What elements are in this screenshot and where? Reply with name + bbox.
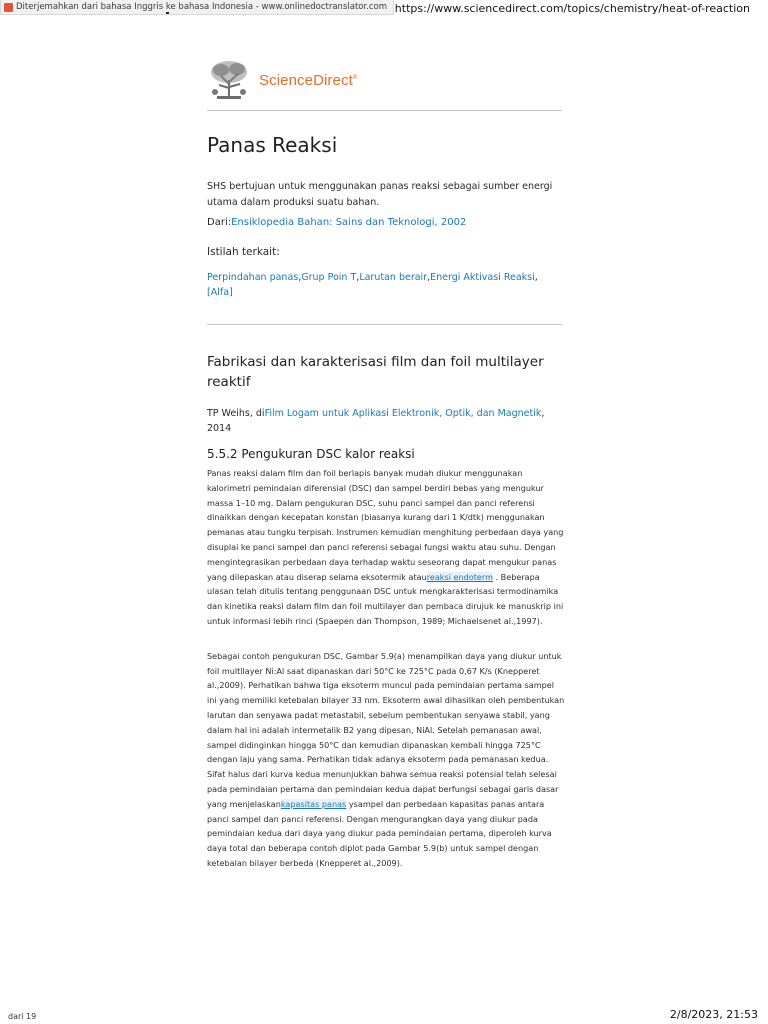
brand-registered-mark: ® xyxy=(352,74,358,81)
source-link[interactable]: Ensiklopedia Bahan: Sains dan Teknologi, 2002 xyxy=(231,217,467,228)
related-term-link[interactable]: [Alfa] xyxy=(207,287,233,298)
article xyxy=(207,58,565,871)
source-prefix: Dari: xyxy=(207,217,232,228)
print-datetime: 2/8/2023, 21:53 xyxy=(669,1008,758,1021)
paragraph-text: Sebagai contoh pengukuran DSC, Gambar 5.9(a) menampilkan daya yang diukur untuk foil multilayer Ni:Al saat dipanaskan dari 50°C ke 725°C pada 0,67 K/s (Knepperet al.,2009). Perhatikan bahwa tiga eksoterm muncul pada pemindaian pertama sampel ini yang memiliki ketebalan bilayer 33 nm. Eksoterm awal dihasilkan oleh pembentukan larutan dan senyawa padat metastabil, sebelum pembentukan senyawa stabil, yang dalam hal ini adalah intermetalik B2 yang dipesan, NiAl. Setelah pemanasan awal, sampel didinginkan hingga 50°C dan kemudian dipanaskan kembali hingga 725°C dengan laju yang sama. Perhatikan tidak adanya eksoterm pada pemanasan kedua. Sifat halus dari kurva kedua menunjukkan bahwa semua reaksi potensial telah selesai pada pemindaian pertama dan pemindaian kedua dapat berfungsi sebagai garis dasar yang menjelaskan xyxy=(207,650,565,809)
print-url: https://www.sciencedirect.com/topics/chemistry/heat-of-reaction xyxy=(394,2,750,15)
page-counter: dari 19 xyxy=(8,1012,37,1021)
publication-year: , 2014 xyxy=(207,408,545,434)
related-terms-heading: Istilah terkait: xyxy=(207,246,280,258)
section-title: 5.5.2 Pengukuran DSC kalor reaksi xyxy=(207,447,415,461)
translator-logo-icon xyxy=(4,3,13,12)
brand-name-text: ScienceDirect xyxy=(259,71,353,89)
translator-banner[interactable] xyxy=(0,0,394,15)
brand-header[interactable] xyxy=(207,58,562,102)
related-term-link[interactable]: Grup Poin T xyxy=(301,272,357,283)
definition-text: SHS bertujuan untuk menggunakan panas reaksi sebagai sumber energi utama dalam produksi suatu bahan. xyxy=(207,181,553,208)
source-line xyxy=(207,217,562,228)
body-paragraph xyxy=(207,649,565,871)
print-artifact xyxy=(166,12,169,14)
related-terms-list: Perpindahan panas,Grup Poin T,Larutan berair,Energi Aktivasi Reaksi, [Alfa] xyxy=(207,272,538,298)
body-paragraph xyxy=(207,466,565,629)
topic-link[interactable]: reaksi endoterm xyxy=(426,571,493,582)
paragraph-text: ysampel dan perbedaan kapasitas panas antara panci sampel dan panci referensi. Dengan mengurangkan daya yang diukur pada pemindaian kedua dari daya yang diukur pada pemindaian pertama, diperoleh kurva daya total dan beberapa contoh diplot pada Gambar 5.9(b) untuk sampel dengan ketebalan bilayer berbeda (Knepperet al.,2009). xyxy=(207,798,552,868)
author-line xyxy=(207,406,562,436)
brand-name xyxy=(259,72,357,89)
elsevier-tree-icon xyxy=(207,58,251,102)
related-term-link[interactable]: Perpindahan panas xyxy=(207,272,299,283)
paragraph-text: Panas reaksi dalam film dan foil berlapis banyak mudah diukur menggunakan kalorimetri pemindaian diferensial (DSC) dan sampel berdiri bebas yang mengukur massa 1–10 mg. Dalam pengukuran DSC, suhu panci sampel dan panci referensi dinaikkan dengan kecepatan konstan (biasanya kurang dari 1 K/dtk) menggunakan pemanas atau tungku terpisah. Instrumen kemudian menghitung perbedaan daya yang disuplai ke panci sampel dan panci referensi sebagai fungsi waktu atau suhu. Dengan mengintegrasikan perbedaan daya terhadap waktu seseorang dapat mengukur panas yang dilepaskan atau diserap selama eksotermik atau xyxy=(207,468,564,582)
related-term-link[interactable]: Energi Aktivasi Reaksi xyxy=(430,272,535,283)
translator-banner-text: Diterjemahkan dari bahasa Inggris ke bahasa Indonesia - www.onlinedoctranslator.com xyxy=(16,2,388,12)
author-prefix: TP Weihs, di xyxy=(207,408,265,419)
topic-link[interactable]: kapasitas panas xyxy=(280,798,347,809)
page-title: Panas Reaksi xyxy=(207,133,338,157)
divider xyxy=(207,110,562,111)
paragraph-text: . Beberapa ulasan telah ditulis tentang penggunaan DSC untuk mengkarakterisasi termodinamika dan kinetika reaksi dalam film dan foil multilayer dan pembaca dirujuk ke manuskrip ini untuk informasi lebih rinci (Spaepen dan Thompson, 1989; Michaelsenet al.,1997). xyxy=(207,571,564,626)
chapter-title[interactable]: Fabrikasi dan karakterisasi film dan foil multilayer reaktif xyxy=(207,354,544,390)
related-term-link[interactable]: Larutan berair xyxy=(359,272,428,283)
book-link[interactable]: Film Logam untuk Aplikasi Elektronik, Optik, dan Magnetik xyxy=(264,408,542,419)
divider xyxy=(207,324,562,325)
